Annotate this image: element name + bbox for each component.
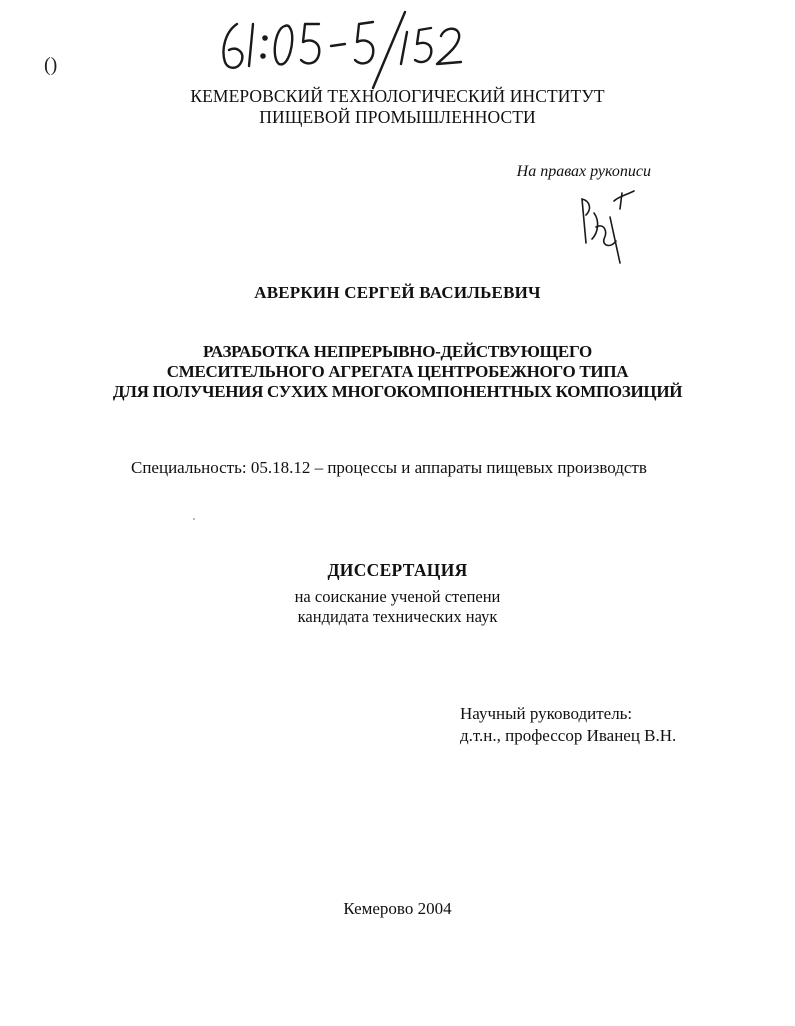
corner-mark: () <box>44 54 58 76</box>
signature <box>560 183 640 268</box>
city-year: Кемерово 2004 <box>343 899 452 918</box>
author-name: АВЕРКИН СЕРГЕЙ ВАСИЛЬЕВИЧ <box>254 283 541 302</box>
dissertation-title <box>0 342 795 402</box>
specialty-line: Специальность: 05.18.12 – процессы и аппараты пищевых производств <box>131 458 647 477</box>
supervisor-name: д.т.н., профессор Иванец В.Н. <box>460 726 677 745</box>
manuscript-rights-label: На правах рукописи <box>516 163 651 180</box>
degree-info <box>0 587 795 627</box>
dissertation-heading: ДИССЕРТАЦИЯ <box>327 560 468 580</box>
institute-name-line2: ПИЩЕВОЙ ПРОМЫШЛЕННОСТИ <box>259 107 536 127</box>
supervisor-label: Научный руководитель: <box>460 704 633 723</box>
institute-name-line1: КЕМЕРОВСКИЙ ТЕХНОЛОГИЧЕСКИЙ ИНСТИТУТ <box>190 86 605 106</box>
degree-line-1: на соискание ученой степени <box>294 587 501 606</box>
title-line-1: РАЗРАБОТКА НЕПРЕРЫВНО-ДЕЙСТВУЮЩЕГО <box>203 342 592 361</box>
title-line-3: ДЛЯ ПОЛУЧЕНИЯ СУХИХ МНОГОКОМПОНЕНТНЫХ КОМПОЗИЦИЙ <box>112 382 683 401</box>
supervisor-block <box>460 703 676 747</box>
scan-speck <box>193 518 195 520</box>
title-line-2: СМЕСИТЕЛЬНОГО АГРЕГАТА ЦЕНТРОБЕЖНОГО ТИПА <box>166 362 629 381</box>
handwritten-catalog-number <box>215 10 475 90</box>
degree-line-2: кандидата технических наук <box>297 607 498 626</box>
